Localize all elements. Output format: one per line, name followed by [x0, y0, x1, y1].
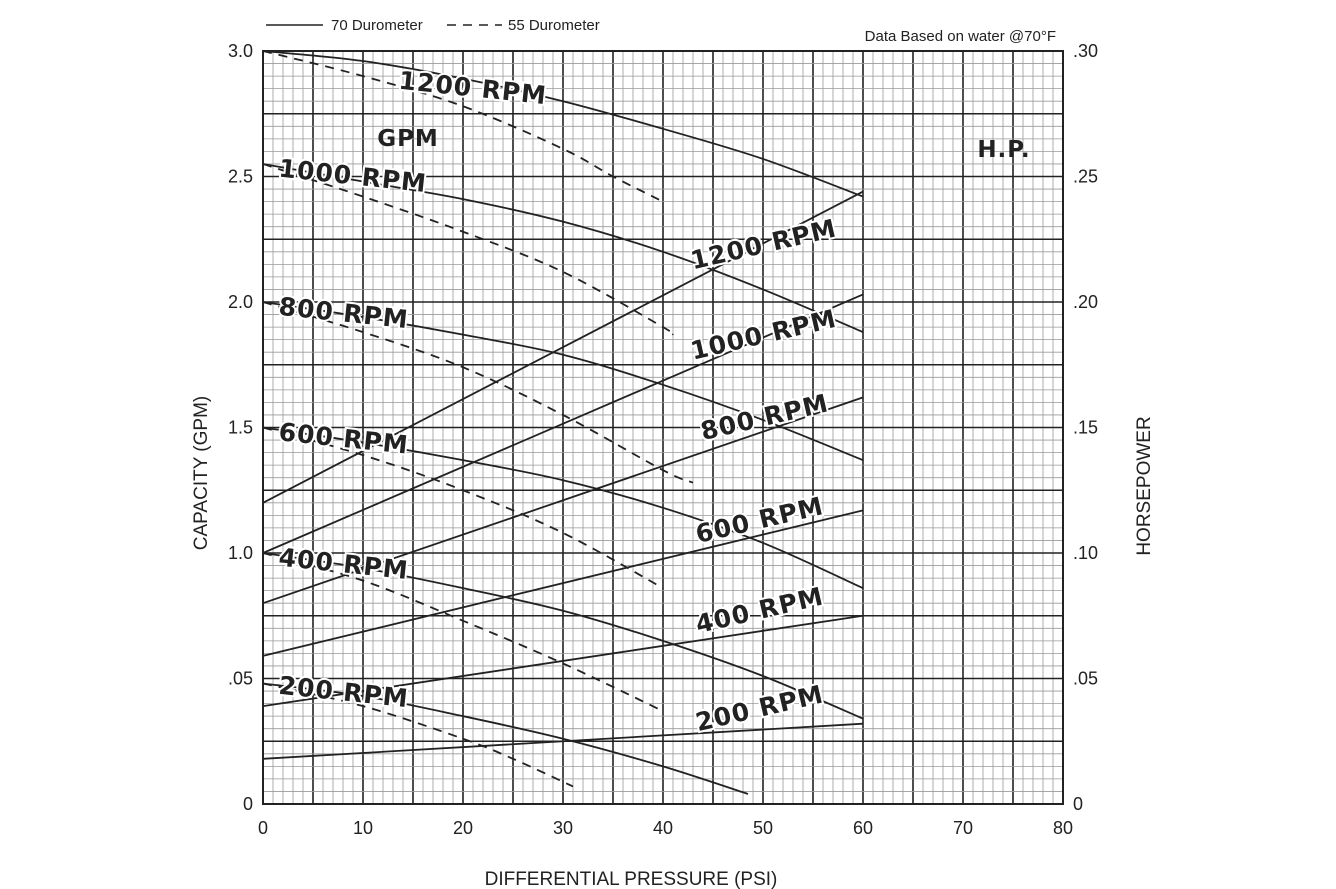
gpm-label-800-rpm: 800 RPM — [277, 291, 411, 335]
hp-label-1200-rpm: 1200 RPM — [687, 213, 840, 276]
y-left-tick-label: 2.0 — [227, 292, 253, 312]
y-right-tick-label: .30 — [1073, 41, 1099, 61]
x-tick-label: 50 — [752, 818, 774, 838]
y-right-tick-label: .05 — [1073, 668, 1099, 689]
y-left-tick-label: 0 — [242, 794, 253, 814]
x-axis-title: DIFFERENTIAL PRESSURE (PSI) — [484, 869, 778, 889]
y-right-tick-label: 0 — [1073, 794, 1084, 814]
y-axis-title-left: CAPACITY (GPM) — [191, 395, 212, 551]
y-right-tick-label: .15 — [1073, 417, 1099, 438]
data-note: Data Based on water @70°F — [864, 28, 1056, 45]
x-tick-label: 30 — [552, 818, 574, 838]
x-tick-label: 40 — [652, 818, 674, 838]
legend-label-dashed: 55 Durometer — [508, 17, 600, 34]
x-tick-label: 80 — [1052, 818, 1074, 838]
hp-label-800-rpm: 800 RPM — [697, 388, 832, 446]
gpm-label-200-rpm: 200 RPM — [277, 670, 411, 714]
hp-label-1000-rpm: 1000 RPM — [687, 303, 840, 366]
y-left-tick-label: .05 — [227, 668, 253, 689]
y-left-tick-label: 3.0 — [227, 41, 253, 61]
x-tick-label: 70 — [952, 818, 974, 838]
y-left-tick-label: 2.5 — [227, 166, 253, 187]
y-axis-title-right: HORSEPOWER — [1134, 416, 1155, 556]
hp-label-600-rpm: 600 RPM — [692, 491, 827, 549]
x-tick-label: 0 — [257, 818, 269, 838]
gpm-label-1200-rpm: 1200 RPM — [397, 65, 549, 111]
legend-label-solid: 70 Durometer — [331, 17, 423, 34]
hp-label-400-rpm: 400 RPM — [692, 581, 827, 640]
hp-section-label: H.P. — [977, 137, 1031, 163]
gpm-section-label: GPM — [377, 126, 439, 152]
gpm-label-600-rpm: 600 RPM — [277, 417, 411, 460]
y-right-tick-label: .20 — [1073, 292, 1099, 312]
hp-label-200-rpm: 200 RPM — [692, 679, 827, 738]
x-tick-label: 60 — [852, 818, 874, 838]
x-tick-label: 20 — [452, 818, 474, 838]
y-left-tick-label: 1.0 — [227, 543, 253, 563]
y-left-tick-label: 1.5 — [227, 417, 253, 438]
y-right-tick-label: .25 — [1073, 166, 1099, 187]
gpm-label-400-rpm: 400 RPM — [277, 542, 411, 586]
x-tick-label: 10 — [352, 818, 374, 838]
y-right-tick-label: .10 — [1073, 543, 1099, 563]
gpm-label-1000-rpm: 1000 RPM — [277, 153, 429, 199]
legend — [266, 17, 600, 34]
